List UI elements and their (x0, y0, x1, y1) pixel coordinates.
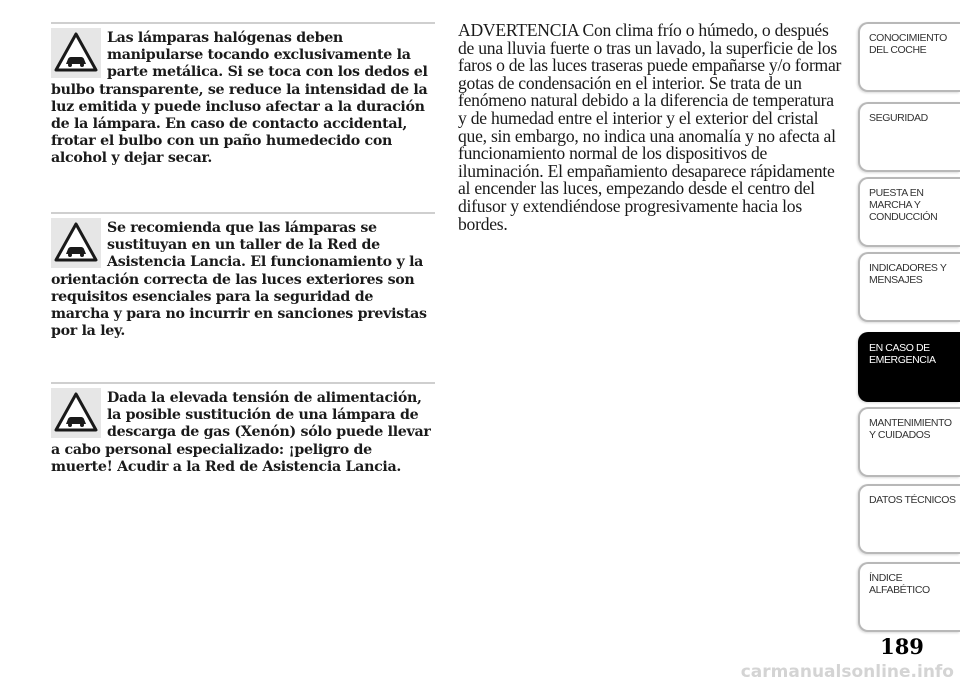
warning-text: Las lámparas halógenas deben manipularse tocando exclusivamente la parte metálica. Si se toca con los dedos el bulbo transparente, se reduce la intensidad de la luz emitida y puede incluso afectar a la duración de la lámpara. En caso de contacto accidental, frotar el bulbo con un paño humedecido con alcohol y dejar secar. (51, 30, 428, 167)
tab-indicadores-y-mensajes[interactable]: INDICADORES Y MENSAJES (858, 252, 960, 322)
warning-block-2 (51, 212, 435, 340)
warning-text: Se recomienda que las lámparas se sustituyan en un taller de la Red de Asistencia Lancia. El funcionamiento y la orientación correcta de las luces exteriores son requisitos esenciales para la seguridad de marcha y para no incurrir en sanciones previstas por la ley. (51, 220, 427, 340)
tab-indice-alfabetico[interactable]: ÍNDICE ALFABÉTICO (858, 562, 960, 632)
tab-conocimiento-del-coche[interactable]: CONOCIMIENTO DEL COCHE (858, 22, 960, 92)
warning-car-icon (51, 388, 101, 438)
warning-car-icon (51, 28, 101, 78)
tab-mantenimiento-y-cuidados[interactable]: MANTENIMIENTO Y CUIDADOS (858, 407, 960, 477)
tab-en-caso-de-emergencia[interactable]: EN CASO DE EMERGENCIA (858, 332, 960, 402)
advertencia-paragraph: ADVERTENCIA Con clima frío o húmedo, o después de una lluvia fuerte o tras un lavado, la superficie de los faros o de las luces traseras puede empañarse y/o formar gotas de condensación en el interior. Se trata de un fenómeno natural debido a la diferencia de temperatura y de humedad entre el interior y el exterior del cristal que, sin embargo, no indica una anomalía y no afecta al funcionamiento normal de los dispositivos de iluminación. El empañamiento desaparece rápidamente al encender las luces, empezando desde el centro del difusor y extendiéndose progresivamente hacia los bordes. (458, 20, 842, 234)
page-number: 189 (880, 634, 924, 659)
watermark: carmanualsonline.info (740, 662, 954, 682)
warning-block-1 (51, 22, 435, 168)
warning-block-3 (51, 382, 435, 476)
warning-car-icon (51, 218, 101, 268)
tab-puesta-en-marcha[interactable]: PUESTA EN MARCHA Y CONDUCCIÓN (858, 177, 960, 247)
tab-datos-tecnicos[interactable]: DATOS TÉCNICOS (858, 484, 960, 554)
tab-seguridad[interactable]: SEGURIDAD (858, 102, 960, 172)
warning-text: Dada la elevada tensión de alimentación, la posible sustitución de una lámpara de descarga de gas (Xenón) sólo puede llevar a cabo personal especializado: ¡peligro de muerte! Acudir a la Red de Asistencia Lancia. (51, 390, 431, 475)
